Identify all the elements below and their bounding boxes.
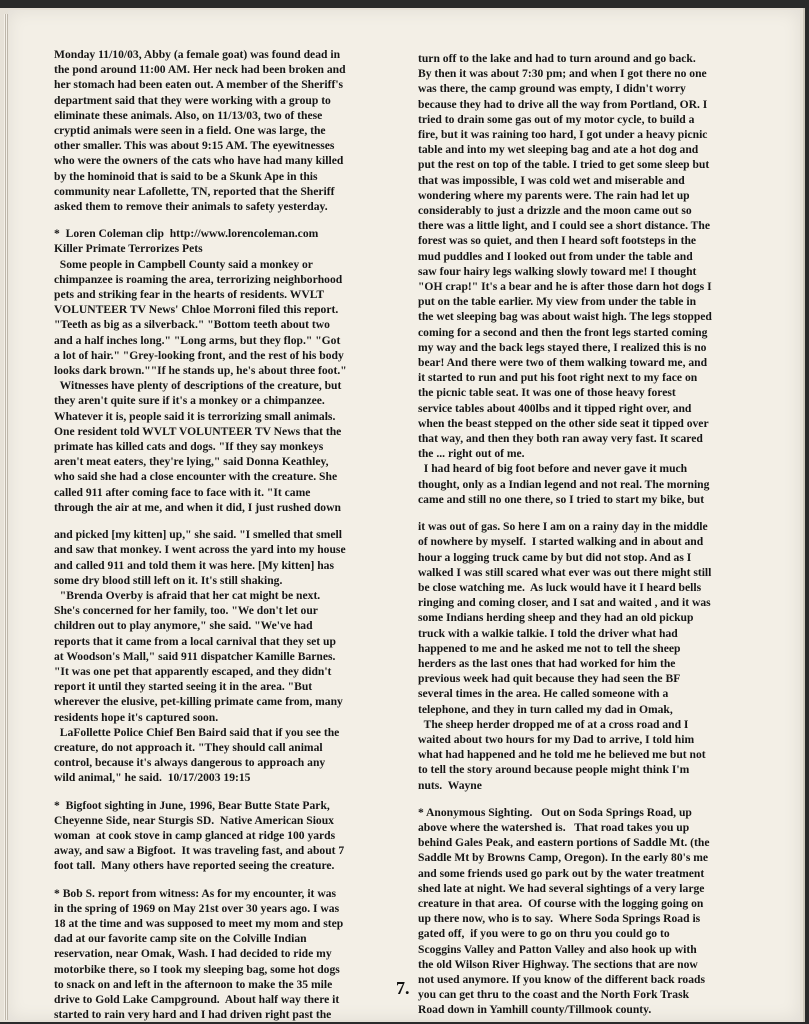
text-line: the ... right out of me.: [418, 447, 525, 461]
text-line: who said she had a close encounter with the creature. She: [54, 470, 338, 484]
text-line: her stomach had been eaten out. A member of the Sheriff's: [54, 78, 344, 92]
text-line: department said that they were working with a group to: [54, 93, 331, 107]
text-line: motorbike there, so I took my sleeping bag, some hot dogs: [54, 962, 340, 976]
text-line: Road down in Yamhill county/Tillmook county.: [418, 1003, 652, 1017]
text-line: when the beast stepped on the other side seat it tipped over: [418, 416, 709, 430]
text-line: The sheep herder dropped me of at a cross road and I: [418, 717, 689, 731]
text-line: * Bigfoot sighting in June, 1996, Bear Butte State Park,: [54, 798, 330, 812]
text-line: LaFollette Police Chief Ben Baird said that if you see the: [54, 725, 340, 739]
text-line: service tables about 400lbs and it tipped right over, and: [418, 401, 692, 415]
text-line: "Teeth as big as a silverback." "Bottom teeth about two: [54, 318, 330, 332]
text-line: you can get thru to the coast and the North Fork Trask: [418, 988, 690, 1002]
text-line: turn off to the lake and had to turn around and go back.: [418, 52, 696, 65]
text-line: behind Gales Peak, and eastern portions of Saddle Mt. (the: [418, 836, 710, 850]
text-line: and picked [my kitten] up," she said. "I smelled that smell: [54, 528, 342, 542]
text-line: other smaller. This was about 9:15 AM. The eyewitnesses: [54, 139, 335, 153]
text-line: "It was one pet that apparently escaped, and they didn't: [54, 664, 332, 678]
text-line: By then it was about 7:30 pm; and when I got there no one: [418, 67, 707, 81]
text-line: they aren't quite sure if it's a monkey or a chimpanzee.: [54, 394, 325, 408]
text-line: nuts. Wayne: [418, 778, 482, 792]
text-line: asked them to remove their animals to safety yesterday.: [54, 200, 328, 214]
text-line: saw four hairy legs walking slowly toward me! I thought: [418, 264, 697, 278]
text-line: it started to run and put his foot right next to my face on: [418, 371, 698, 385]
text-line: pets and striking fear in the hearts of residents. WVLT: [54, 288, 325, 302]
text-line: the pond around 11:00 AM. Her neck had been broken and: [54, 63, 346, 77]
text-line: and some friends used go park out by the water treatment: [418, 866, 705, 880]
text-line: "Brenda Overby is afraid that her cat might be next.: [54, 588, 321, 602]
text-line: She's concerned for her family, too. "We don't let our: [54, 604, 318, 618]
paragraph-gap: [418, 793, 770, 805]
paragraph-gap: [54, 786, 394, 798]
paragraph-gap: [54, 874, 394, 886]
text-line: looks dark brown.""If he stands up, he's about three foot.": [54, 364, 347, 378]
text-line: Saddle Mt by Browns Camp, Oregon). In the early 80's me: [418, 851, 709, 865]
text-line: cryptid animals were seen in a field. One was large, the: [54, 124, 326, 138]
text-line: wondering where my parents were. The rain had let up: [418, 188, 690, 202]
text-line: put the rest on top of the table. I tried to get some sleep but: [418, 158, 710, 172]
text-line: who were the owners of the cats who have had many killed: [54, 154, 344, 168]
text-line: put on the table earlier. My view from under the table in: [418, 295, 697, 309]
text-line: came and still no one there, so I tried to start my bike, but: [418, 492, 705, 506]
text-line: hour a logging truck came by but did not stop. And as I: [418, 550, 692, 564]
text-line: because they had to drive all the way from Portland, OR. I: [418, 97, 708, 111]
text-line: several times in the area. He called someone with a: [418, 687, 669, 701]
text-line: truck with a walkie talkie. I told the driver what had: [418, 626, 678, 640]
text-line: that way, and then they both ran away very fast. It scared: [418, 432, 703, 446]
text-line: control, because it's always dangerous to approach any: [54, 756, 326, 770]
text-line: children out to play anymore," she said. "We've had: [54, 619, 313, 633]
text-line: VOLUNTEER TV News' Chloe Morroni filed this report.: [54, 303, 339, 317]
text-line: not used anymore. If you know of the different back roads: [418, 972, 705, 986]
text-line: aren't meat eaters, they're lying," said Donna Keathley,: [54, 455, 329, 469]
text-line: up there now, who is to say. Where Soda Springs Road is: [418, 912, 701, 926]
text-line: a lot of hair." "Grey-looking front, and the rest of his body: [54, 348, 344, 362]
text-line: * Anonymous Sighting. Out on Soda Springs Road, up: [418, 805, 692, 819]
text-line: fire, but it was raining too hard, I got under a heavy picnic: [418, 128, 708, 142]
right-column: [418, 51, 770, 1018]
text-line: by the hominoid that is said to be a Skunk Ape in this: [54, 169, 318, 183]
text-line: residents hope it's captured soon.: [54, 710, 219, 724]
text-line: dad at our favorite camp site on the Colville Indian: [54, 932, 307, 946]
text-line: mud puddles and I looked out from under the table and: [418, 249, 693, 263]
text-line: tried to drain some gas out of my motor cycle, to build a: [418, 112, 695, 126]
text-line: away, and saw a Bigfoot. It was traveling fast, and about 7: [54, 844, 345, 858]
text-line: Witnesses have plenty of descriptions of the creature, but: [54, 379, 342, 393]
text-line: forest was so quiet, and then I heard soft footsteps in the: [418, 234, 697, 248]
text-line: shed late at night. We had several sightings of a very large: [418, 881, 705, 895]
text-line: One resident told WVLT VOLUNTEER TV News that the: [54, 424, 342, 438]
text-line: my way and the back legs stayed there, I realized this is no: [418, 340, 707, 354]
text-line: it was out of gas. So here I am on a rainy day in the middle: [418, 520, 708, 534]
text-line: of nowhere by myself. I started walking and in about and: [418, 535, 704, 549]
text-line: called 911 after coming face to face with it. "It came: [54, 485, 311, 499]
left-column: [54, 47, 394, 1022]
text-line: was there, the camp ground was empty, I didn't worry: [418, 82, 686, 96]
paragraph-gap: [54, 214, 394, 226]
text-line: 18 at the time and was supposed to meet my mom and step: [54, 916, 344, 930]
text-line: at Woodson's Mall," said 911 dispatcher Kamille Barnes.: [54, 649, 336, 663]
text-line: wherever the elusive, pet-killing primate came from, many: [54, 695, 343, 709]
text-line: Monday 11/10/03, Abby (a female goat) was found dead in: [54, 48, 341, 61]
text-line: Some people in Campbell County said a monkey or: [54, 257, 313, 271]
text-line: I had heard of big foot before and never gave it much: [418, 462, 688, 476]
text-line: and saw that monkey. I went across the yard into my house: [54, 543, 346, 557]
text-line: drive to Gold Lake Campground. About half way there it: [54, 992, 340, 1006]
text-line: reservation, near Omak, Wash. I had decided to ride my: [54, 947, 332, 961]
text-line: to tell the story around because people might think I'm: [418, 763, 690, 777]
text-line: reports that it came from a local carnival that they set up: [54, 634, 336, 648]
page-number: 7.: [396, 978, 410, 998]
text-line: that was impossible, I was cold wet and miserable and: [418, 173, 685, 187]
text-line: walked I was still scared what ever was out there might still: [418, 565, 712, 579]
text-line: happened to me and he asked me not to tell the sheep: [418, 641, 681, 655]
text-line: above where the watershed is. That road takes you up: [418, 820, 690, 834]
text-line: herders as the last ones that had worked for him the: [418, 656, 676, 670]
text-line: coming for a second and then the front legs started coming: [418, 325, 708, 339]
text-line: * Bob S. report from witness: As for my encounter, it was: [54, 886, 336, 900]
text-line: considerably to just a drizzle and the moon came out so: [418, 204, 692, 218]
text-line: to snack on and left in the afternoon to make the 35 mile: [54, 977, 333, 991]
text-line: previous week had quit because they had seen the BF: [418, 672, 681, 686]
text-line: some dry blood still left on it. It's still shaking.: [54, 573, 283, 587]
text-line: Scoggins Valley and Patton Valley and also hook up with: [418, 942, 697, 956]
text-line: * Loren Coleman clip http://www.lorencoleman.com: [54, 227, 319, 241]
text-line: wild animal," he said. 10/17/2003 19:15: [54, 771, 251, 785]
text-line: Cheyenne Side, near Sturgis SD. Native American Sioux: [54, 813, 334, 827]
text-line: the picnic table seat. It was one of those heavy forest: [418, 386, 676, 400]
text-line: what had happened and he told me he believed me but not: [418, 748, 706, 762]
text-line: community near Lafollette, TN, reported that the Sheriff: [54, 184, 335, 198]
text-line: telephone, and they in turn called my dad in Omak,: [418, 702, 673, 716]
text-line: through the air at me, and when it did, I just rushed down: [54, 500, 341, 514]
text-line: Whatever it is, people said it is terrorizing small animals.: [54, 409, 336, 423]
text-line: report it until they started seeing it in the area. "But: [54, 680, 313, 694]
text-line: in the spring of 1969 on May 21st over 30 years ago. I was: [54, 901, 340, 915]
text-line: foot tall. Many others have reported seeing the creature.: [54, 859, 335, 873]
text-line: creature, do not approach it. "They should call animal: [54, 740, 323, 754]
text-line: bear! And there were two of them walking toward me, and: [418, 356, 708, 370]
text-line: woman at cook stove in camp glanced at ridge 100 yards: [54, 828, 336, 842]
text-line: chimpanzee is roaming the area, terrorizing neighborhood: [54, 272, 343, 286]
text-line: ringing and coming closer, and I sat and waited , and it was: [418, 596, 711, 610]
text-line: Killer Primate Terrorizes Pets: [54, 242, 203, 256]
text-line: gated off, if you were to go on thru you could go to: [418, 927, 670, 941]
text-line: started to rain very hard and I had driven right past the: [54, 1008, 332, 1022]
text-line: waited about two hours for my Dad to arrive, I told him: [418, 732, 695, 746]
text-line: "OH crap!" It's a bear and he is after those darn hot dogs I: [418, 280, 712, 294]
newsletter-page: [8, 10, 800, 1020]
text-line: the old Wilson River Highway. The sections that are now: [418, 957, 698, 971]
paragraph-gap: [418, 507, 770, 519]
text-line: the wet sleeping bag was about waist high. The legs stopped: [418, 310, 712, 324]
text-line: table and into my wet sleeping bag and ate a hot dog and: [418, 143, 699, 157]
text-line: and a half inches long." "Long arms, but they flop." "Got: [54, 333, 341, 347]
text-line: primate has killed cats and dogs. "If they say monkeys: [54, 440, 324, 454]
paragraph-gap: [54, 515, 394, 527]
text-line: there was a little light, and I could see a short distance. The: [418, 219, 710, 233]
text-line: be close watching me. As luck would have it I heard bells: [418, 580, 702, 594]
text-line: creature in that area. Of course with the logging going on: [418, 896, 704, 910]
text-line: and called 911 and told them it was here. [My kitten] has: [54, 558, 334, 572]
text-line: eliminate these animals. Also, on 11/13/03, two of these: [54, 108, 323, 122]
text-line: some Indians herding sheep and they had an old pickup: [418, 611, 694, 625]
text-line: thought, only as a Indian legend and not real. The morning: [418, 477, 710, 491]
